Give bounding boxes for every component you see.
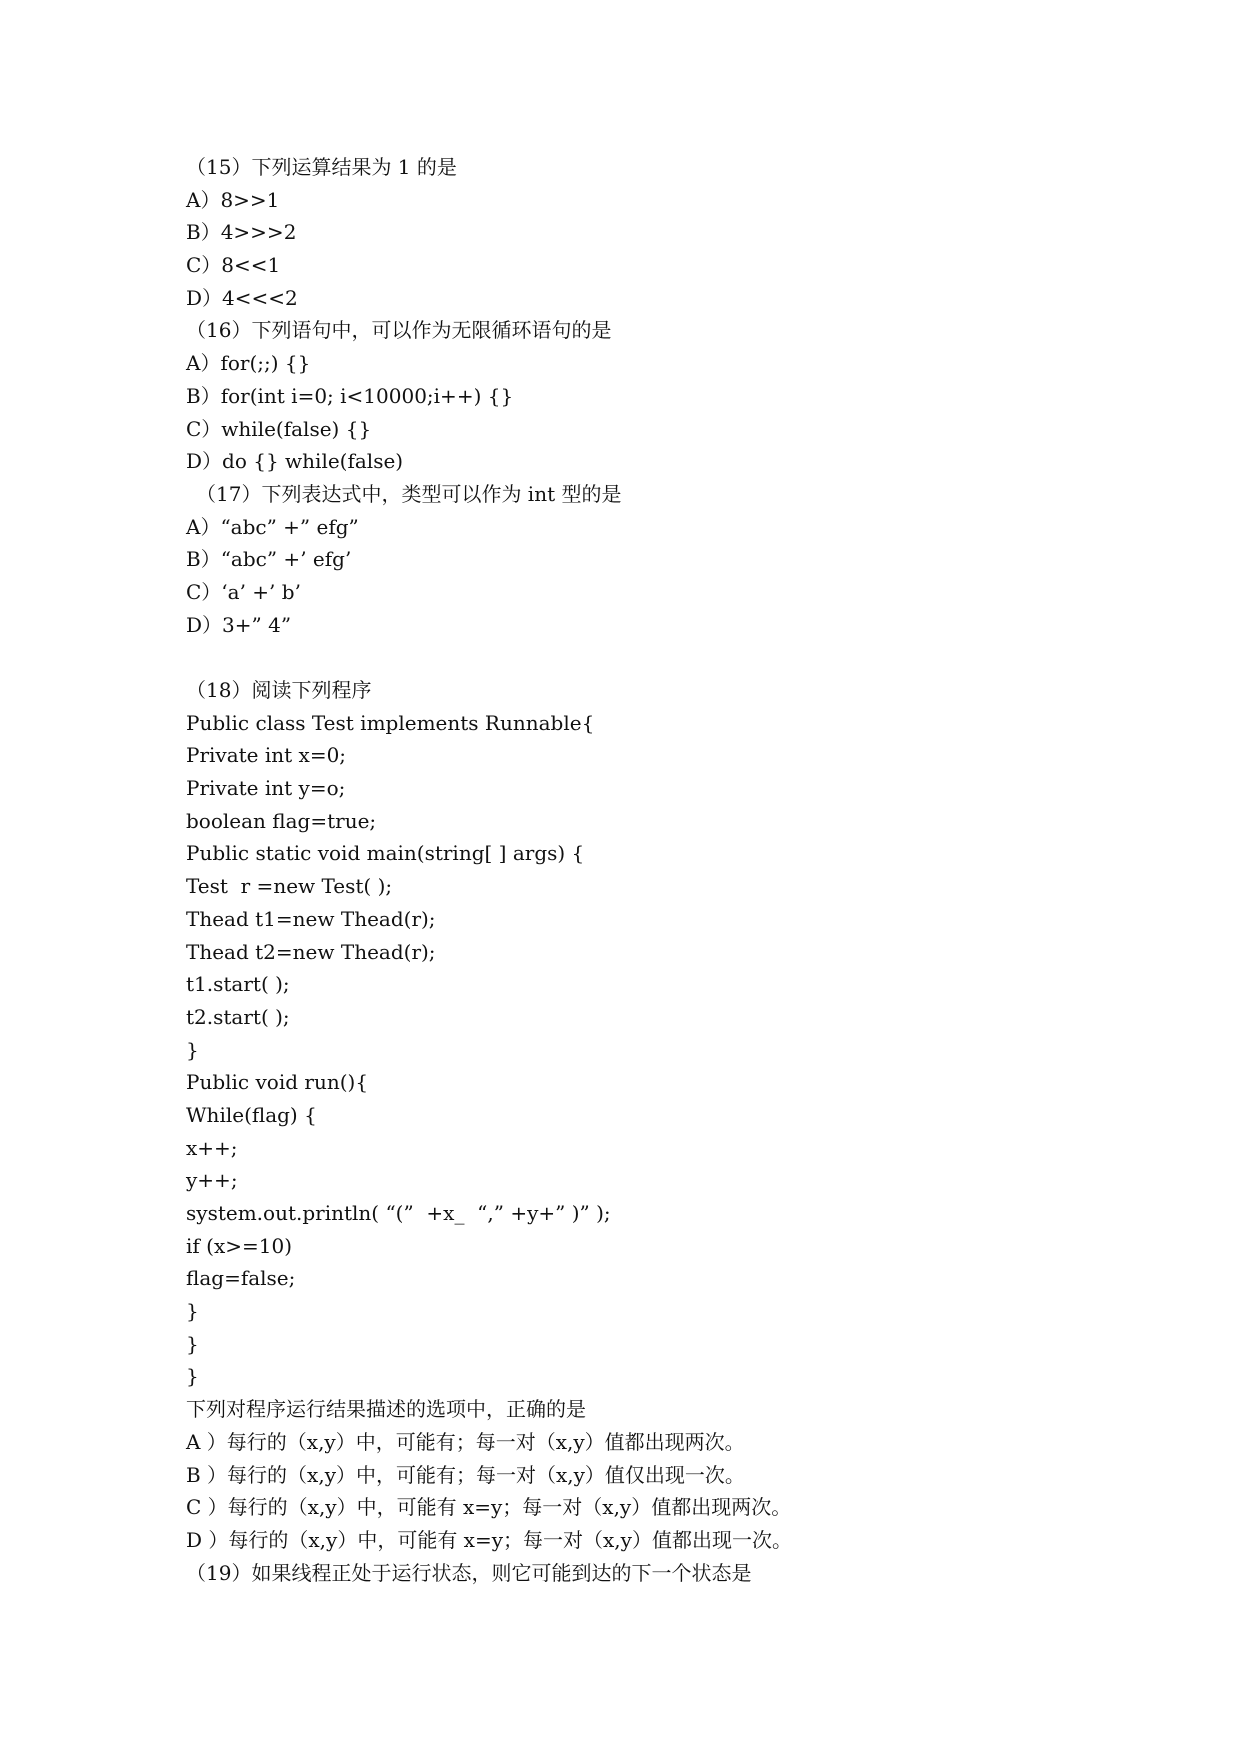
option-16-a: A）for(;;) {} (186, 351, 311, 376)
option-17-b: B）“abc” +’ efg’ (186, 547, 352, 572)
code-line: Thead t2=new Thead(r); (186, 939, 436, 964)
spacer (186, 641, 1146, 674)
option-15-b: B）4>>>2 (186, 220, 297, 245)
code-line: t2.start( ); (186, 1004, 290, 1029)
question-15: （15）下列运算结果为 1 的是 (186, 155, 457, 179)
option-17-d: D）3+” 4” (186, 612, 292, 637)
code-line: Public static void main(string[ ] args) { (186, 841, 585, 866)
code-line: Private int y=o; (186, 776, 346, 801)
code-line: x++; (186, 1135, 238, 1160)
question-18: （18）阅读下列程序 (186, 678, 372, 702)
question-19: （19）如果线程正处于运行状态，则它可能到达的下一个状态是 (186, 1560, 752, 1585)
option-15-a: A）8>>1 (186, 187, 280, 212)
option-15-c: C）8<<1 (186, 253, 281, 278)
option-16-b: B）for(int i=0; i<10000;i++) {} (186, 383, 514, 408)
code-line: Public void run(){ (186, 1070, 369, 1095)
code-line: boolean flag=true; (186, 808, 377, 833)
code-line: Private int x=0; (186, 743, 347, 768)
code-line: system.out.println( “(” +x_ “,” +y+” )” ); (186, 1201, 611, 1225)
code-line: Thead t1=new Thead(r); (186, 906, 436, 931)
code-line: flag=false; (186, 1266, 296, 1291)
code-line: t1.start( ); (186, 972, 290, 997)
option-17-c: C）‘a’ +’ b’ (186, 579, 301, 604)
code-line: } (186, 1364, 199, 1389)
code-line: Public class Test implements Runnable{ (186, 710, 595, 735)
exam-questions (186, 151, 1146, 1589)
option-18-c: C ）每行的（x,y）中，可能有 x=y；每一对（x,y）值都出现两次。 (186, 1495, 792, 1520)
option-18-d: D ）每行的（x,y）中，可能有 x=y；每一对（x,y）值都出现一次。 (186, 1527, 792, 1552)
option-18-a: A ）每行的（x,y）中，可能有；每一对（x,y）值都出现两次。 (186, 1429, 745, 1454)
option-16-d: D）do {} while(false) (186, 449, 404, 474)
code-line: While(flag) { (186, 1102, 317, 1127)
question-16: （16）下列语句中，可以作为无限循环语句的是 (186, 318, 612, 343)
option-18-b: B ）每行的（x,y）中，可能有；每一对（x,y）值仅出现一次。 (186, 1462, 745, 1487)
option-15-d: D）4<<<2 (186, 285, 298, 310)
question-18-prompt: 下列对程序运行结果描述的选项中，正确的是 (186, 1397, 586, 1422)
code-line: if (x>=10) (186, 1233, 293, 1258)
question-17: （17）下列表达式中，类型可以作为 int 型的是 (196, 481, 622, 506)
code-line: Test r =new Test( ); (186, 874, 393, 899)
option-17-a: A）“abc” +” efg” (186, 514, 359, 539)
code-line: } (186, 1037, 199, 1062)
option-16-c: C）while(false) {} (186, 416, 372, 441)
code-line: y++; (186, 1168, 238, 1193)
code-line: } (186, 1331, 199, 1356)
code-line: } (186, 1299, 199, 1324)
